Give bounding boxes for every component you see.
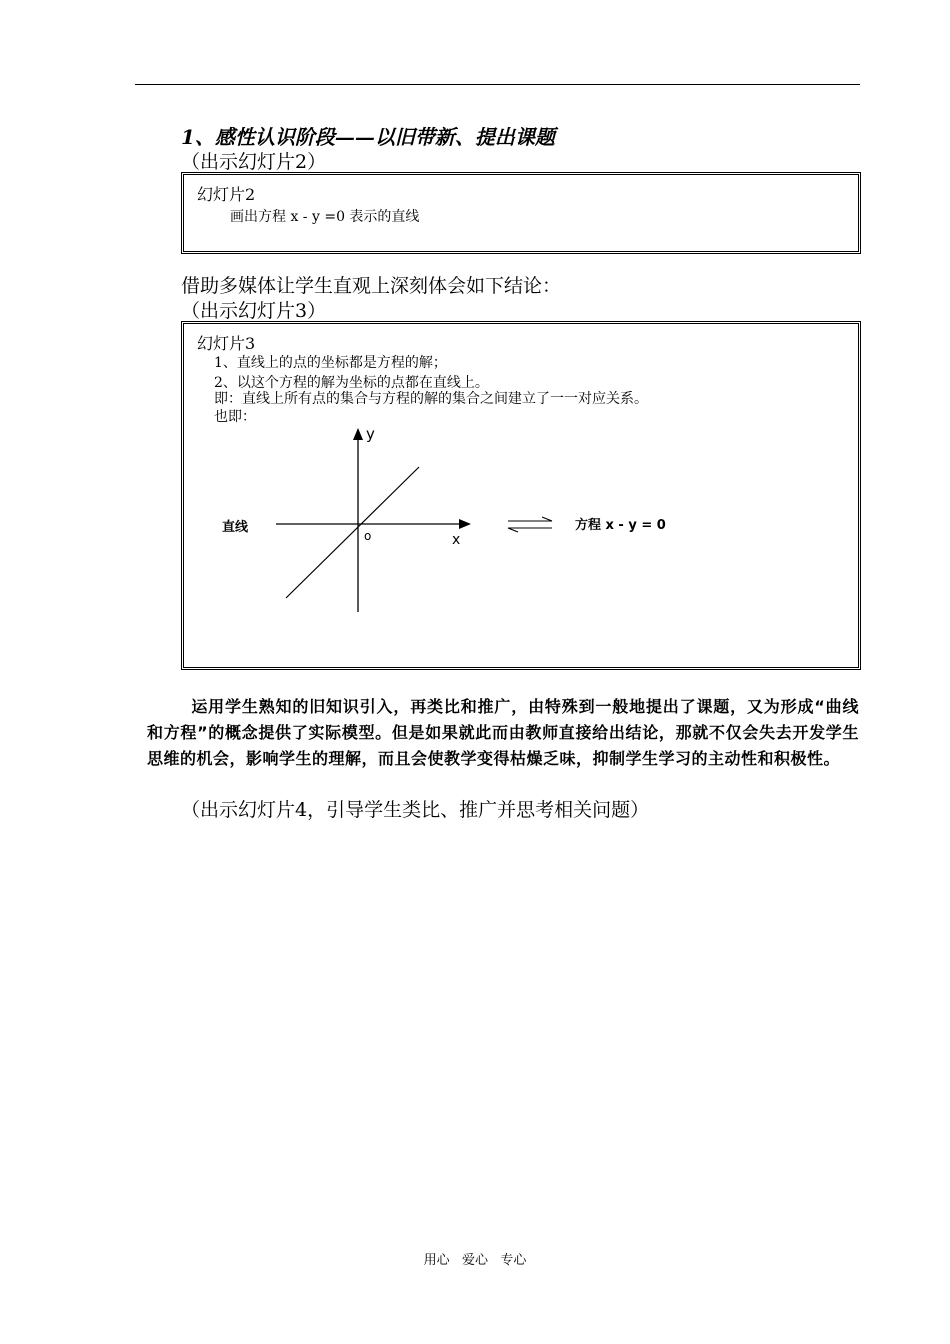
slide3-item: 1、直线上的点的坐标都是方程的解；: [214, 355, 447, 371]
show-slide4-text: （出示幻灯片4，引导学生类比、推广并思考相关问题）: [181, 799, 650, 821]
equation-label: 方程 x - y = 0: [575, 518, 666, 533]
x-axis-label: x: [452, 532, 461, 548]
paragraph-text: 运用学生熟知的旧知识引入，再类比和推广，由特殊到一般地提出了课题，又为形成“曲线和方程”的概念提供了实际模型。但是如果就此而由教师直接给出结论，那就不仅会失去开发学生思维的机会，影响学生的理解，而且会使教学变得枯燥乏味，抑制学生学习的主动性和积极性。: [147, 697, 859, 768]
origin-label: o: [364, 529, 372, 543]
y-axis-arrow-icon: [353, 428, 363, 440]
line-equation-diagram: [184, 324, 858, 667]
header-rule: [135, 84, 860, 85]
line-label: 直线: [222, 520, 249, 535]
slide2-line: 画出方程 x - y =0 表示的直线: [230, 209, 420, 225]
x-axis-arrow-icon: [459, 519, 471, 529]
right-arrow-head-icon: [542, 517, 552, 521]
lead-text: 借助多媒体让学生直观上深刻体会如下结论：: [181, 275, 562, 297]
page-footer: 用心 爱心 专心: [423, 1253, 527, 1268]
slide2-title: 幻灯片2: [197, 185, 256, 204]
slide3-item: 即：直线上所有点的集合与方程的解的集合之间建立了一一对应关系。: [214, 391, 648, 407]
y-axis-label: y: [366, 425, 375, 443]
slide2-box: [181, 172, 861, 254]
slide3-item: 也即：: [214, 409, 256, 425]
body-paragraph: [147, 694, 859, 772]
slide3-title: 幻灯片3: [197, 334, 256, 353]
section-heading: 1、感性认识阶段——以旧带新、提出课题: [181, 125, 555, 149]
graph-line: [286, 467, 419, 598]
show-slide2-text: （出示幻灯片2）: [181, 151, 327, 173]
slide3-box: [181, 321, 861, 670]
show-slide3-text: （出示幻灯片3）: [181, 300, 327, 322]
slide3-item: 2、以这个方程的解为坐标的点都在直线上。: [214, 375, 489, 391]
left-arrow-head-icon: [508, 528, 518, 532]
